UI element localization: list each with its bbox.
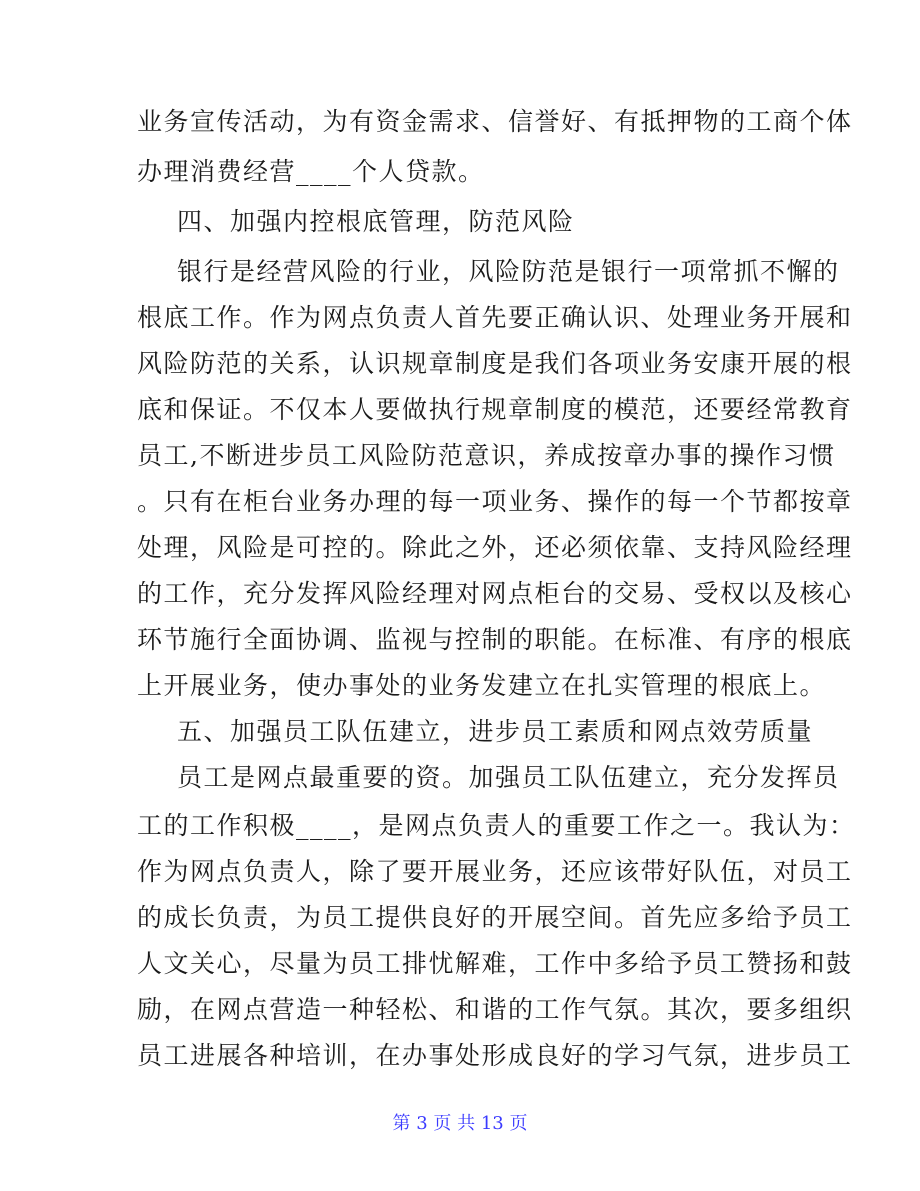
text-line-17: 作为网点负责人，除了要开展业务，还应该带好队伍，对员工 xyxy=(137,857,853,886)
text-line-13: 上开展业务，使办事处的业务发建立在扎实管理的根底上。 xyxy=(137,671,827,700)
text-line-8: 员工,不断进步员工风险防范意识，养成按章办事的操作习惯 xyxy=(137,441,836,470)
page-number-footer: 第 3 页 共 13 页 xyxy=(392,1113,528,1134)
section-heading-4: 四、加强内控根底管理，防范风险 xyxy=(177,207,575,236)
text-line-12: 环节施行全面协调、监视与控制的职能。在标准、有序的根底 xyxy=(137,625,853,654)
text-line-5: 根底工作。作为网点负责人首先要正确认识、处理业务开展和 xyxy=(137,303,853,332)
text-line-7: 底和保证。不仅本人要做执行规章制度的模范，还要经常教育 xyxy=(137,395,853,424)
text-line-21: 员工进展各种培训，在办事处形成良好的学习气氛，进步员工 xyxy=(137,1041,853,1070)
text-line-19: 人文关心，尽量为员工排忧解难，工作中多给予员工赞扬和鼓 xyxy=(137,949,853,978)
text-line-4: 银行是经营风险的行业，风险防范是银行一项常抓不懈的 xyxy=(177,257,840,286)
text-line-16: 工的工作积极____，是网点负责人的重要工作之一。我认为： xyxy=(137,811,856,840)
text-line-9: 。只有在柜台业务办理的每一项业务、操作的每一个节都按章 xyxy=(137,487,853,516)
text-line-15: 员工是网点最重要的资。加强员工队伍建立，充分发挥员 xyxy=(177,763,840,792)
text-line-18: 的成长负责，为员工提供良好的开展空间。首先应多给予员工 xyxy=(137,903,853,932)
text-line-2: 办理消费经营____个人贷款。 xyxy=(137,157,485,186)
text-line-1: 业务宣传活动，为有资金需求、信誉好、有抵押物的工商个体 xyxy=(137,107,853,136)
text-line-11: 的工作，充分发挥风险经理对网点柜台的交易、受权以及核心 xyxy=(137,579,853,608)
text-line-6: 风险防范的关系，认识规章制度是我们各项业务安康开展的根 xyxy=(137,349,853,378)
text-line-20: 励，在网点营造一种轻松、和谐的工作气氛。其次，要多组织 xyxy=(137,995,853,1024)
section-heading-5: 五、加强员工队伍建立，进步员工素质和网点效劳质量 xyxy=(177,717,814,746)
text-line-10: 处理，风险是可控的。除此之外，还必须依靠、支持风险经理 xyxy=(137,533,853,562)
